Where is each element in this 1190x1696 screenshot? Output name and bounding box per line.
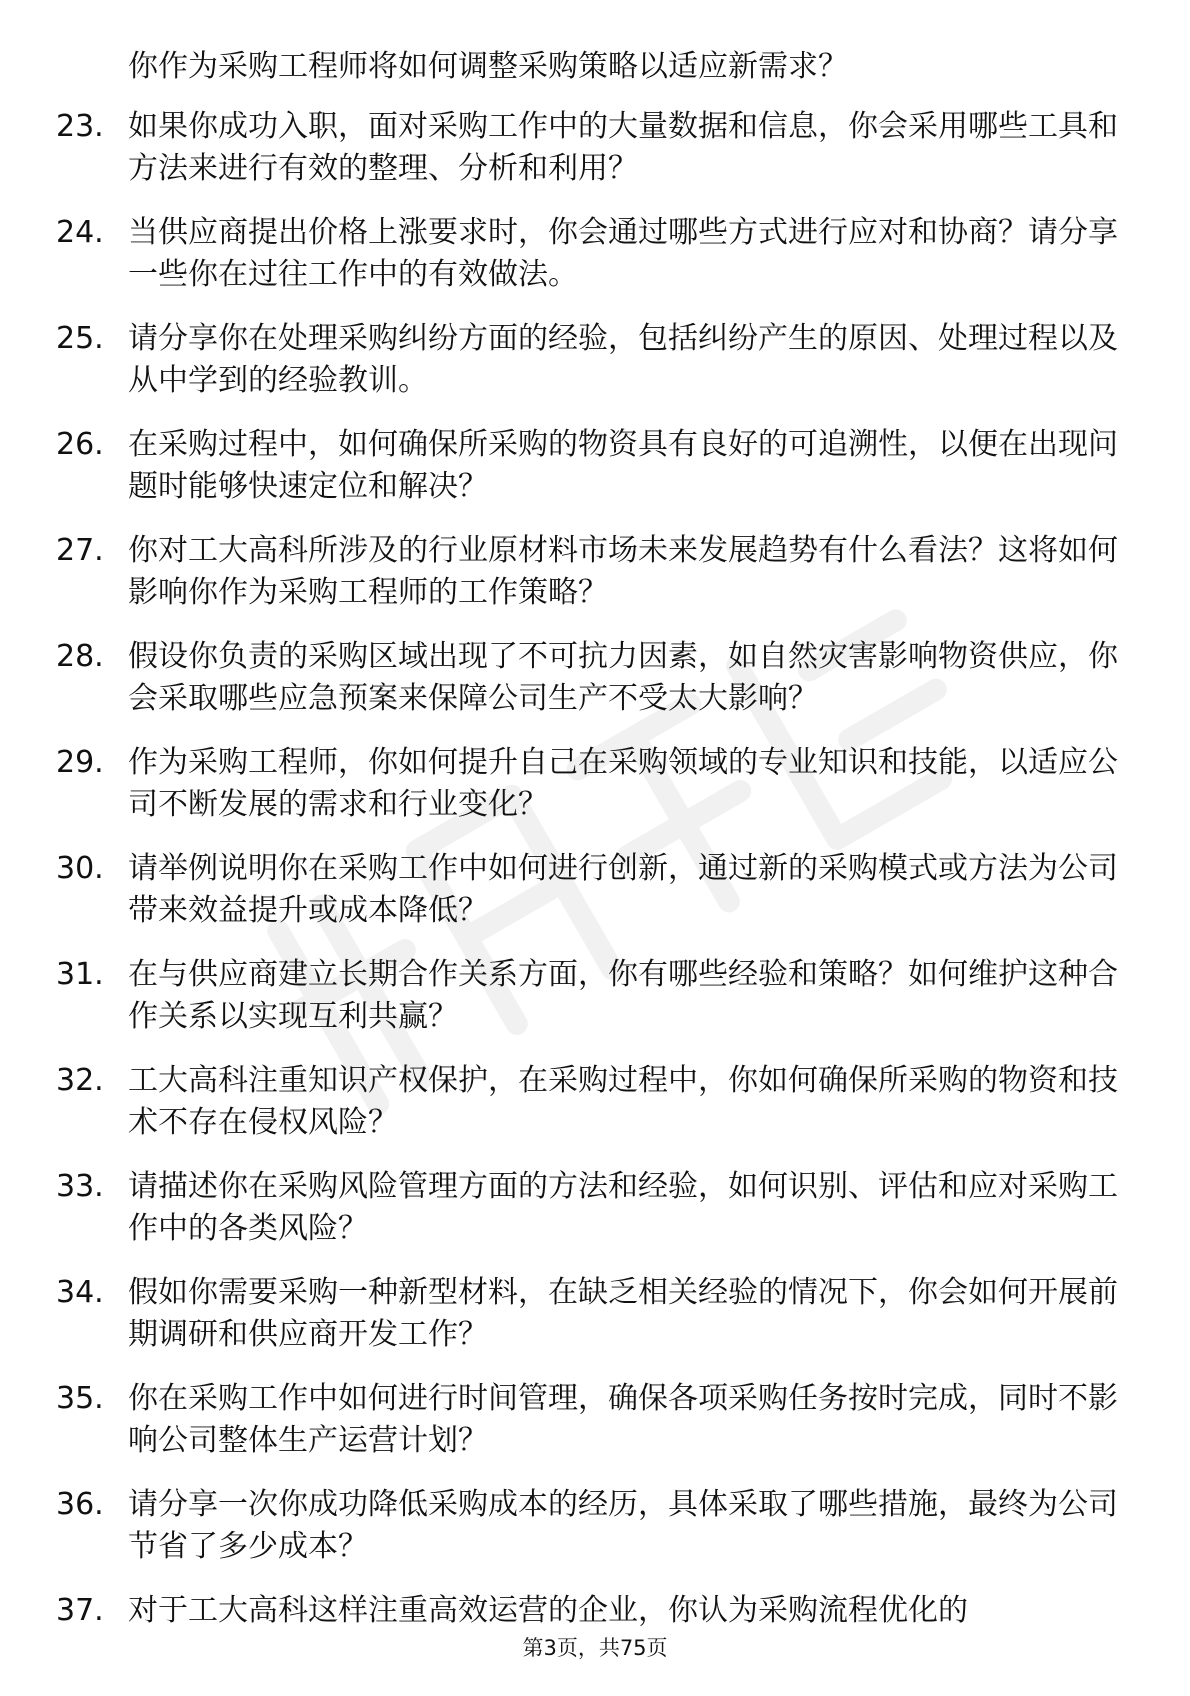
question-text: 请分享你在处理采购纠纷方面的经验，包括纠纷产生的原因、处理过程以及从中学到的经验教训。 bbox=[128, 321, 1118, 398]
question-number: 27. bbox=[56, 533, 104, 568]
question-item bbox=[0, 212, 1190, 318]
question-number: 35. bbox=[56, 1381, 104, 1416]
question-text: 对于工大高科这样注重高效运营的企业，你认为采购流程优化的 bbox=[128, 1593, 968, 1628]
question-text: 工大高科注重知识产权保护，在采购过程中，你如何确保所采购的物资和技术不存在侵权风险？ bbox=[128, 1063, 1118, 1140]
question-text: 如果你成功入职，面对采购工作中的大量数据和信息，你会采用哪些工具和方法来进行有效的整理、分析和利用？ bbox=[128, 109, 1118, 186]
question-item bbox=[0, 1060, 1190, 1166]
question-number: 23. bbox=[56, 109, 104, 144]
question-number: 34. bbox=[56, 1275, 104, 1310]
question-number: 33. bbox=[56, 1169, 104, 1204]
question-item bbox=[0, 954, 1190, 1060]
continuation-text: 你作为采购工程师将如何调整采购策略以适应新需求？ bbox=[128, 49, 848, 84]
question-text: 请分享一次你成功降低采购成本的经历，具体采取了哪些措施，最终为公司节省了多少成本？ bbox=[128, 1487, 1118, 1564]
question-number: 37. bbox=[56, 1593, 104, 1628]
question-list bbox=[0, 106, 1190, 1696]
question-item bbox=[0, 1378, 1190, 1484]
question-item bbox=[0, 530, 1190, 636]
question-text: 假如你需要采购一种新型材料，在缺乏相关经验的情况下，你会如何开展前期调研和供应商开发工作？ bbox=[128, 1275, 1118, 1352]
question-number: 24. bbox=[56, 215, 104, 250]
question-item bbox=[0, 318, 1190, 424]
question-text: 请举例说明你在采购工作中如何进行创新，通过新的采购模式或方法为公司带来效益提升或成本降低？ bbox=[128, 851, 1118, 928]
question-item bbox=[0, 1484, 1190, 1590]
question-item bbox=[0, 848, 1190, 954]
question-text: 当供应商提出价格上涨要求时，你会通过哪些方式进行应对和协商？请分享一些你在过往工作中的有效做法。 bbox=[128, 215, 1118, 292]
question-item bbox=[0, 636, 1190, 742]
question-number: 36. bbox=[56, 1487, 104, 1522]
question-text: 在与供应商建立长期合作关系方面，你有哪些经验和策略？如何维护这种合作关系以实现互利共赢？ bbox=[128, 957, 1118, 1034]
question-text: 在采购过程中，如何确保所采购的物资具有良好的可追溯性，以便在出现问题时能够快速定位和解决？ bbox=[128, 427, 1118, 504]
question-text: 作为采购工程师，你如何提升自己在采购领域的专业知识和技能，以适应公司不断发展的需求和行业变化？ bbox=[128, 745, 1118, 822]
page-footer: 第3页，共75页 bbox=[522, 1636, 668, 1660]
question-number: 31. bbox=[56, 957, 104, 992]
question-text: 你对工大高科所涉及的行业原材料市场未来发展趋势有什么看法？这将如何影响你作为采购工程师的工作策略？ bbox=[128, 533, 1118, 610]
question-number: 32. bbox=[56, 1063, 104, 1098]
question-number: 29. bbox=[56, 745, 104, 780]
question-item bbox=[0, 1166, 1190, 1272]
question-text: 你在采购工作中如何进行时间管理，确保各项采购任务按时完成，同时不影响公司整体生产运营计划？ bbox=[128, 1381, 1118, 1458]
question-text: 假设你负责的采购区域出现了不可抗力因素，如自然灾害影响物资供应，你会采取哪些应急预案来保障公司生产不受太大影响？ bbox=[128, 639, 1118, 716]
question-item bbox=[0, 424, 1190, 530]
question-number: 25. bbox=[56, 321, 104, 356]
question-number: 26. bbox=[56, 427, 104, 462]
question-number: 30. bbox=[56, 851, 104, 886]
question-item bbox=[0, 106, 1190, 212]
question-item bbox=[0, 1272, 1190, 1378]
question-number: 28. bbox=[56, 639, 104, 674]
question-text: 请描述你在采购风险管理方面的方法和经验，如何识别、评估和应对采购工作中的各类风险？ bbox=[128, 1169, 1118, 1246]
question-item bbox=[0, 742, 1190, 848]
